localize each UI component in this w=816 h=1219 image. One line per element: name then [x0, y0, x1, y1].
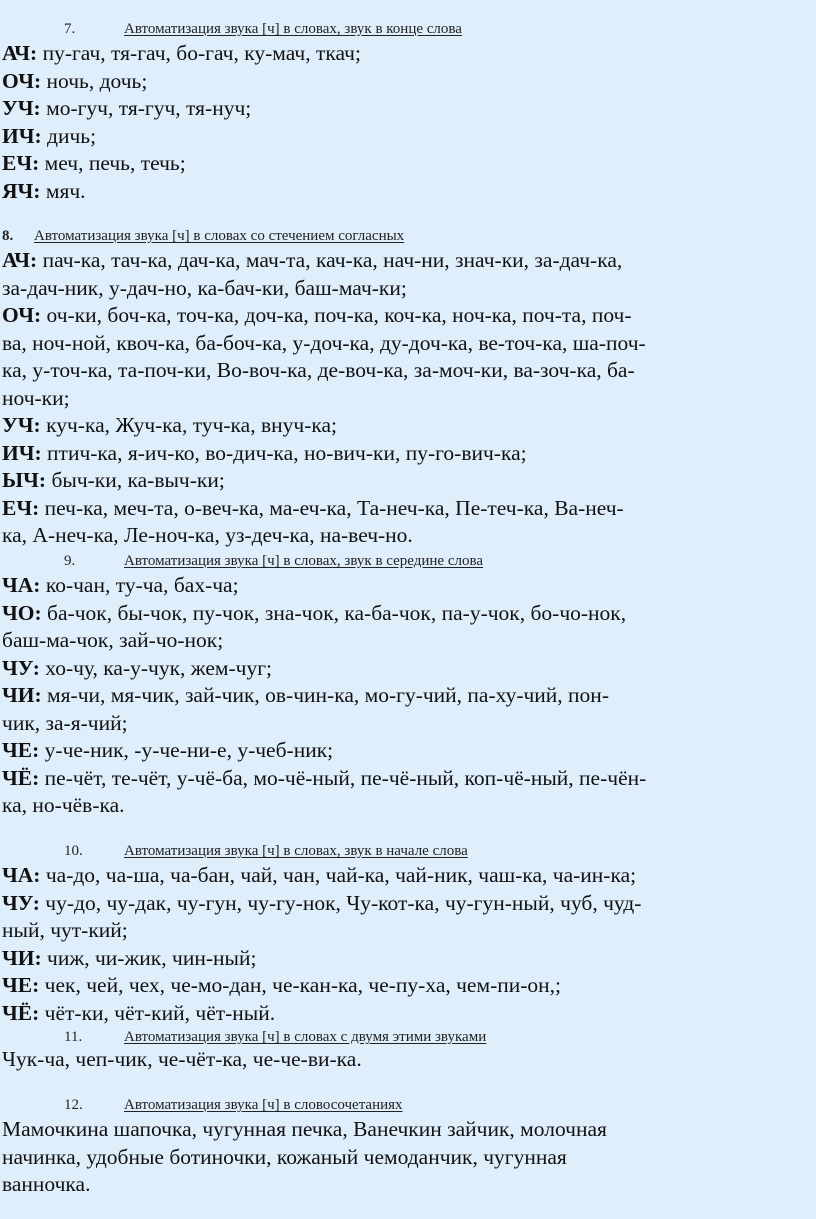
word-row-continuation: ный, чут-кий;: [2, 918, 128, 942]
section-number: 11.: [64, 1029, 83, 1045]
word-row-continuation: ва, ноч-ной, квоч-ка, ба-боч-ка, у-доч-ка, ду-доч-ка, ве-точ-ка, ша-поч-: [2, 330, 646, 355]
word-list: у-че-ник, -у-че-ни-е, у-чеб-ник;: [44, 738, 334, 762]
section-title: Автоматизация звука [ч] в словах со стечением согласных: [34, 228, 405, 244]
syllable-label: ЧИ:: [2, 683, 42, 707]
word-list: ко-чан, ту-ча, бах-ча;: [45, 573, 239, 597]
section-7-body: [2, 40, 814, 205]
text-line: начинка, удобные ботиночки, кожаный чемоданчик, чугунная: [2, 1144, 567, 1169]
syllable-label: ОЧ:: [2, 303, 42, 327]
word-list: хо-чу, ка-у-чук, жем-чуг;: [45, 655, 273, 680]
word-row: [2, 467, 814, 495]
syllable-label: ИЧ:: [2, 440, 42, 465]
word-list: чек, чей, чех, че-мо-дан, че-кан-ка, че-пу-ха, чем-пи-он,;: [44, 973, 562, 997]
word-list: меч, печь, течь;: [44, 151, 186, 175]
syllable-label: АЧ:: [2, 41, 38, 65]
word-row: [2, 150, 814, 178]
word-row: [2, 1000, 814, 1028]
word-row-continuation: ноч-ки;: [2, 385, 70, 410]
syllable-label: ЯЧ:: [2, 178, 41, 203]
word-row: [2, 572, 814, 600]
section-title: Автоматизация звука [ч] в словах с двумя этими звуками: [124, 1029, 487, 1045]
word-row: [2, 655, 814, 683]
syllable-label: ЧЕ:: [2, 973, 40, 997]
word-row: [2, 600, 814, 628]
word-list: мо-гуч, тя-гуч, тя-нуч;: [46, 96, 252, 120]
word-list: пач-ка, тач-ка, дач-ка, мач-та, кач-ка, нач-ни, знач-ки, за-дач-ка,: [42, 248, 623, 272]
word-row-continuation: чик, за-я-чий;: [2, 710, 128, 735]
word-row-continuation: ка, но-чёв-ка.: [2, 793, 125, 817]
word-row-continuation: за-дач-ник, у-дач-но, ка-бач-ки, баш-мач-ки;: [2, 275, 407, 300]
word-list: мяч.: [45, 178, 86, 203]
word-row: [2, 682, 814, 710]
word-row-continuation: ка, А-неч-ка, Ле-ноч-ка, уз-деч-ка, на-веч-но.: [2, 523, 413, 547]
section-title: Автоматизация звука [ч] в словах, звук в середине слова: [124, 553, 484, 569]
word-row: [2, 40, 814, 68]
word-row: [2, 890, 814, 918]
section-title: Автоматизация звука [ч] в словах, звук в конце слова: [124, 21, 462, 37]
syllable-label: ЕЧ:: [2, 151, 40, 175]
word-list: чёт-ки, чёт-кий, чёт-ный.: [44, 1000, 276, 1025]
word-list: мя-чи, мя-чик, зай-чик, ов-чин-ка, мо-гу-чий, па-ху-чий, пон-: [47, 683, 609, 707]
syllable-label: ЧО:: [2, 600, 42, 625]
section-11-body: [2, 1046, 814, 1074]
syllable-label: ОЧ:: [2, 68, 42, 93]
word-row-continuation: баш-ма-чок, зай-чо-нок;: [2, 628, 224, 652]
syllable-label: ИЧ:: [2, 123, 42, 148]
word-list: пу-гач, тя-гач, бо-гач, ку-мач, ткач;: [42, 41, 361, 65]
word-row: [2, 95, 814, 123]
syllable-label: ЧЁ:: [2, 1000, 40, 1025]
section-number: 7.: [64, 21, 76, 37]
section-title: Автоматизация звука [ч] в словах, звук в начале слова: [124, 843, 468, 859]
syllable-label: ЧУ:: [2, 655, 40, 680]
word-row: [2, 302, 814, 330]
syllable-label: ЧУ:: [2, 890, 40, 915]
word-list: куч-ка, Жуч-ка, туч-ка, внуч-ка;: [46, 413, 337, 437]
word-list: дичь;: [47, 123, 97, 148]
word-list: ба-чок, бы-чок, пу-чок, зна-чок, ка-ба-чок, па-у-чок, бо-чо-нок,: [47, 600, 627, 625]
word-list: ча-до, ча-ша, ча-бан, чай, чан, чай-ка, чай-ник, чаш-ка, ча-ин-ка;: [45, 863, 637, 887]
word-row: [2, 412, 814, 440]
word-row: [2, 495, 814, 523]
section-number: 12.: [64, 1097, 83, 1113]
word-row: [2, 178, 814, 206]
word-list: птич-ка, я-ич-ко, во-дич-ка, но-вич-ки, пу-го-вич-ка;: [47, 440, 527, 465]
syllable-label: ЧА:: [2, 573, 41, 597]
word-list: печ-ка, меч-та, о-веч-ка, ма-еч-ка, Та-неч-ка, Пе-теч-ка, Ва-неч-: [44, 495, 624, 520]
word-list: чу-до, чу-дак, чу-гун, чу-гу-нок, Чу-кот-ка, чу-гун-ный, чуб, чуд-: [45, 890, 642, 915]
syllable-label: АЧ:: [2, 248, 38, 272]
word-list: ночь, дочь;: [46, 68, 148, 93]
word-row: [2, 765, 814, 793]
word-list: чиж, чи-жик, чин-ный;: [47, 945, 257, 970]
section-9-body: [2, 572, 814, 820]
word-list: оч-ки, боч-ка, точ-ка, доч-ка, поч-ка, коч-ка, ноч-ка, поч-та, поч-: [46, 303, 632, 327]
section-12-body: [2, 1116, 814, 1199]
syllable-label: ЧЁ:: [2, 765, 40, 790]
syllable-label: ЧЕ:: [2, 738, 40, 762]
section-number: 8.: [2, 228, 14, 244]
word-row: [2, 123, 814, 151]
word-row: [2, 737, 814, 765]
section-number: 10.: [64, 843, 83, 859]
syllable-label: ЫЧ:: [2, 468, 47, 492]
word-list: пе-чёт, те-чёт, у-чё-ба, мо-чё-ный, пе-чё-ный, коп-чё-ный, пе-чён-: [44, 765, 647, 790]
word-row: [2, 440, 814, 468]
text-line: Мамочкина шапочка, чугунная печка, Ванечкин зайчик, молочная: [2, 1117, 607, 1141]
word-row: [2, 945, 814, 973]
word-row: [2, 862, 814, 890]
text-line: Чук-ча, чеп-чик, че-чёт-ка, че-че-ви-ка.: [2, 1047, 362, 1071]
section-number: 9.: [64, 553, 76, 569]
section-title: Автоматизация звука [ч] в словосочетаниях: [124, 1097, 403, 1113]
word-list: быч-ки, ка-выч-ки;: [51, 468, 225, 492]
section-10-body: [2, 862, 814, 1027]
syllable-label: УЧ:: [2, 413, 41, 437]
syllable-label: ЕЧ:: [2, 495, 40, 520]
text-line: ванночка.: [2, 1172, 91, 1196]
syllable-label: УЧ:: [2, 96, 41, 120]
syllable-label: ЧА:: [2, 863, 41, 887]
section-8-body: [2, 247, 814, 550]
word-row: [2, 68, 814, 96]
word-row-continuation: ка, у-точ-ка, та-поч-ки, Во-воч-ка, де-воч-ка, за-моч-ки, ва-зоч-ка, ба-: [2, 358, 635, 382]
word-row: [2, 247, 814, 275]
word-row: [2, 972, 814, 1000]
syllable-label: ЧИ:: [2, 945, 42, 970]
